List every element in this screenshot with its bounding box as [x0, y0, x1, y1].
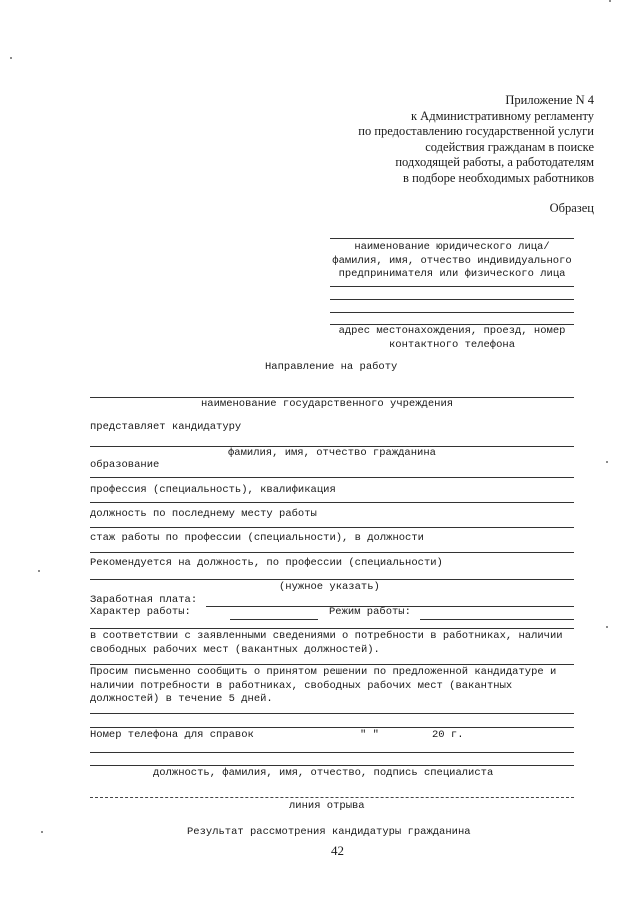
page-number: 42 [331, 843, 344, 858]
institution-caption: наименование государственного учреждения [201, 398, 454, 410]
appendix-line: содействия гражданам в поиске [425, 139, 594, 154]
tear-dash-line [90, 797, 574, 798]
scan-speck [41, 831, 43, 833]
profession-line [90, 502, 574, 503]
phone-label: Номер телефона для справок [90, 729, 254, 741]
employer-name-line [330, 238, 574, 239]
accordance-line [90, 628, 574, 629]
last-position-label: должность по последнему месту работы [90, 508, 317, 520]
scan-speck [10, 57, 12, 59]
fio-caption: фамилия, имя, отчество гражданина [228, 447, 436, 459]
experience-label: стаж работы по профессии (специальности), в должности [90, 532, 424, 544]
specialist-caption: должность, фамилия, имя, отчество, подпись специалиста [153, 767, 494, 779]
form-title: Направление на работу [265, 361, 398, 373]
profession-label: профессия (специальность), квалификация [90, 484, 336, 496]
scan-speck [606, 461, 608, 463]
scan-speck [38, 570, 40, 572]
appendix-line: в подборе необходимых работников [403, 170, 594, 185]
blank-line [90, 727, 574, 728]
year-label: 20 г. [432, 729, 464, 741]
address-line [330, 286, 574, 287]
address-caption: адрес местонахождения, проезд, номер контактного телефона [338, 325, 566, 351]
experience-line [90, 552, 574, 553]
sample-label: Образец [549, 201, 594, 215]
specify-note: (нужное указать) [279, 581, 380, 593]
salary-label: Заработная плата: [90, 594, 198, 606]
address-line [330, 299, 574, 300]
address-line [330, 312, 574, 313]
recommended-line [90, 579, 574, 580]
scan-speck [609, 0, 611, 2]
employer-caption: наименование юридического лица/ фамилия, имя, отчество индивидуального предпринимателя или физического лица [332, 241, 572, 280]
appendix-title: Приложение N 4 [505, 93, 594, 107]
result-title: Результат рассмотрения кандидатуры гражданина [187, 826, 471, 838]
work-mode-line [420, 619, 574, 620]
date-quotes: " " [360, 729, 379, 741]
request-line [90, 664, 574, 665]
appendix-header [358, 93, 594, 187]
recommended-label: Рекомендуется на должность, по профессии (специальности) [90, 557, 443, 569]
specialist-line [90, 765, 574, 766]
accordance-text: в соответствии с заявленными сведениями о потребности в работниках, наличии свободных рабочих мест (вакантных должностей). [90, 630, 563, 656]
work-mode-label: Режим работы: [329, 606, 411, 618]
appendix-line: к Административному регламенту [410, 108, 594, 123]
presents-text: представляет кандидатуру [90, 421, 242, 433]
work-type-label: Характер работы: [90, 606, 191, 618]
appendix-line: по предоставлению государственной услуги [358, 124, 594, 139]
education-label: образование [90, 459, 160, 471]
education-line [90, 477, 574, 478]
work-type-line [230, 619, 318, 620]
blank-line [90, 713, 574, 714]
request-text: Просим письменно сообщить о принятом решении по предложенной кандидатуре и наличии потребности в работниках, свободных рабочих мест (вакантных должностей) в течение 5 дней. [90, 666, 557, 705]
scan-speck [606, 626, 608, 628]
last-position-line [90, 527, 574, 528]
tear-line-label: линия отрыва [289, 800, 365, 812]
blank-line [90, 752, 574, 753]
appendix-line: подходящей работы, а работодателям [395, 155, 594, 170]
